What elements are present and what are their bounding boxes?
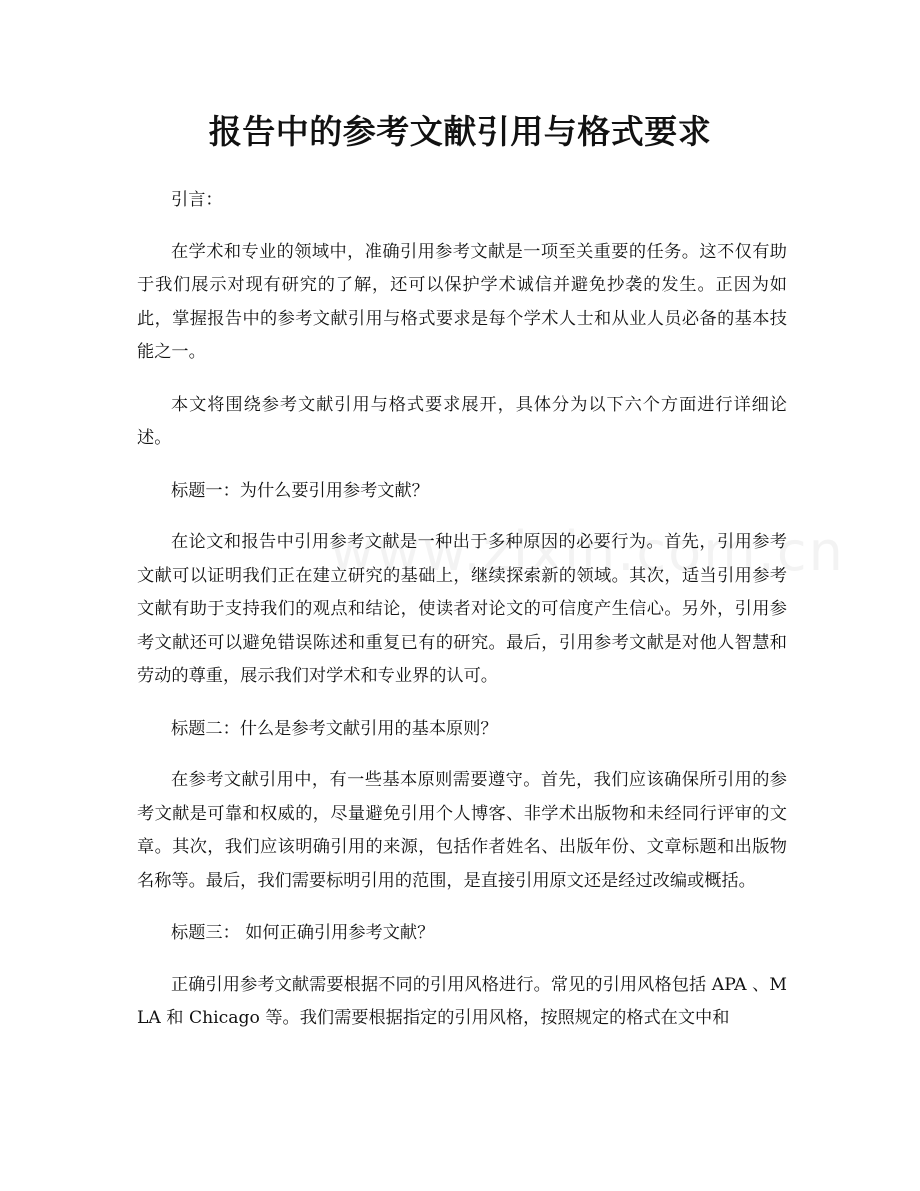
paragraph-overview: 本文将围绕参考文献引用与格式要求展开，具体分为以下六个方面进行详细论述。 (137, 394, 787, 448)
paragraph-section-3: 正确引用参考文献需要根据不同的引用风格进行。常见的引用风格包括 APA 、MLA 和 Chicago 等。我们需要根据指定的引用风格，按照规定的格式在文中和 (137, 974, 787, 1028)
document-body (137, 184, 787, 1055)
paragraph-section-2: 在参考文献引用中，有一些基本原则需要遵守。首先，我们应该确保所引用的参考文献是可靠和权威的，尽量避免引用个人博客、非学术出版物和未经同行评审的文章。其次，我们应该明确引用的来源，包括作者姓名、出版年份、文章标题和出版物名称等。最后，我们需要标明引用的范围，是直接引用原文还是经过改编或概括。 (137, 770, 787, 891)
section-heading-3: 标题三： 如何正确引用参考文献？ (171, 923, 435, 943)
paragraph-intro: 在学术和专业的领域中，准确引用参考文献是一项至关重要的任务。这不仅有助于我们展示对现有研究的了解，还可以保护学术诚信并避免抄袭的发生。正因为如此，掌握报告中的参考文献引用与格式要求是每个学术人士和从业人员必备的基本技能之一。 (137, 241, 787, 362)
section-heading-1: 标题一：为什么要引用参考文献？ (171, 480, 429, 501)
section-heading-intro: 引言： (171, 190, 223, 210)
section-heading-2: 标题二：什么是参考文献引用的基本原则？ (171, 718, 498, 739)
paragraph-section-1: 在论文和报告中引用参考文献是一种出于多种原因的必要行为。首先，引用参考文献可以证明我们正在建立研究的基础上，继续探索新的领域。其次，适当引用参考文献有助于支持我们的观点和结论，使读者对论文的可信度产生信心。另外，引用参考文献还可以避免错误陈述和重复已有的研究。最后，引用参考文献是对他人智慧和劳动的尊重，展示我们对学术和专业界的认可。 (137, 532, 787, 686)
document-title: 报告中的参考文献引用与格式要求 (208, 112, 712, 151)
